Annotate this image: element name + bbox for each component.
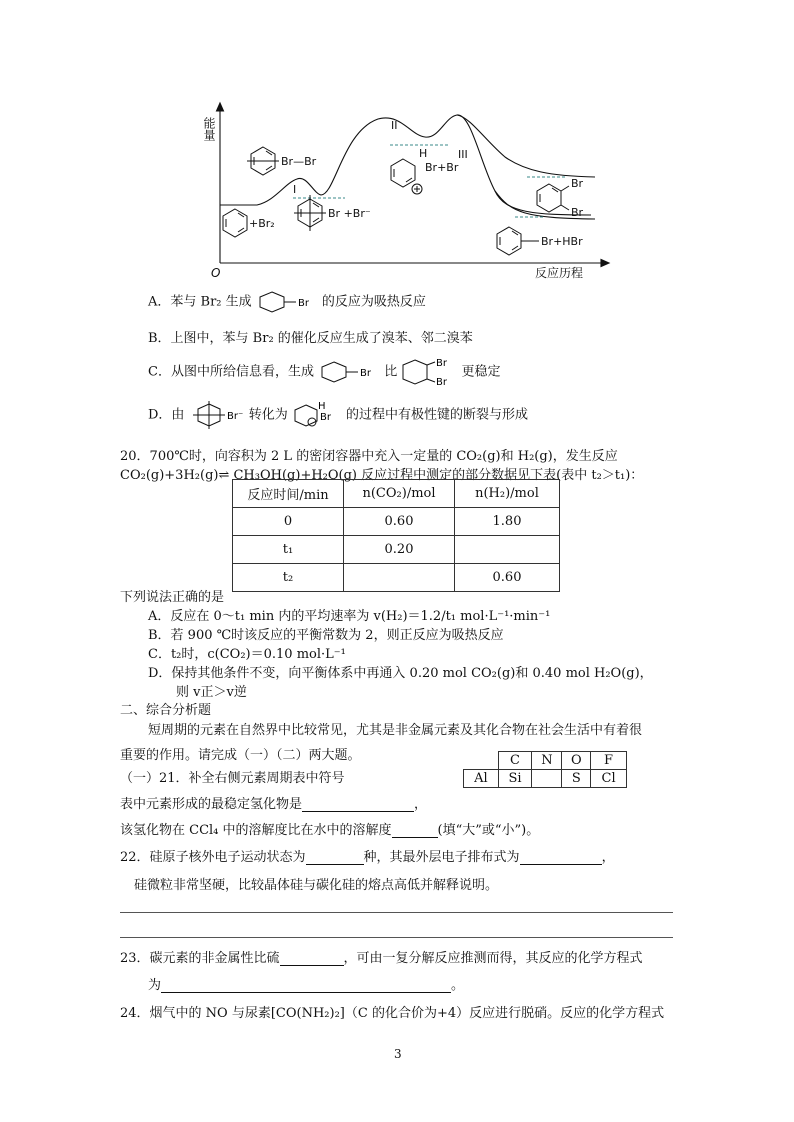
ptable-cell (532, 770, 562, 788)
q23-line-1: 23．碳元素的非金属性比硫 ，可由一复分解反应推测而得，其反应的化学方程式 (120, 951, 643, 966)
table-cell: 0.60 (455, 564, 560, 592)
benzene-reactant-icon (223, 209, 247, 237)
bromobenzene-icon (318, 360, 380, 384)
ptable-cell: Cl (591, 770, 627, 788)
q20-stem-2: CO₂(g)+3H₂(g)⇌ CH₃OH(g)+H₂O(g) 反应过程中测定的部分数据见下表(表中 t₂＞t₁)： (120, 468, 644, 483)
table-cell (455, 536, 560, 564)
answer-line[interactable] (120, 937, 673, 938)
answer-blank[interactable] (302, 796, 414, 812)
table-header-row (233, 480, 560, 508)
q23-line-2: 为 。 (148, 978, 465, 993)
table-row (233, 564, 560, 592)
benzene-ion-pair-icon (294, 195, 326, 231)
q21-line-1: （一）21．补全右侧元素周期表中符号 (120, 771, 345, 786)
ion-pair-label: Br +Br⁻ (328, 207, 371, 220)
q20-option-d-1: D．保持其他条件不变，向平衡体系中再通入 0.20 mol CO₂(g)和 0.40 mol H₂O(g)， (148, 666, 653, 681)
table-cell: t₂ (233, 564, 344, 592)
table-row (233, 536, 560, 564)
table-cell (344, 564, 455, 592)
svg-text:Br⁻: Br⁻ (226, 411, 243, 422)
reactants-label: +Br₂ (249, 217, 275, 230)
ion-pair-icon (189, 401, 245, 429)
product-br-bottom: Br (571, 206, 584, 219)
mark-III: III (458, 148, 468, 161)
sigma-complex-small-icon (292, 400, 342, 430)
answer-blank[interactable] (280, 950, 344, 966)
origin-label: O (211, 266, 221, 280)
answer-blank[interactable] (392, 822, 438, 838)
answer-blank[interactable] (520, 849, 602, 865)
product-sub-label: Br+HBr (541, 235, 583, 248)
ptable-cell: F (591, 752, 627, 770)
ptable-cell: Al (464, 770, 499, 788)
sigma-h-label: H (419, 147, 428, 160)
y-axis-label: 能量 (202, 117, 216, 141)
q21-line-3: 该氢化物在 CCl₄ 中的溶解度比在水中的溶解度 (填“大”或“小”)。 (120, 823, 540, 838)
q19-option-d: D．由 Br⁻ 转化为 H Br 的过程中有极性键的断裂与形成 (148, 400, 528, 430)
section-title: 二、综合分析题 (120, 703, 212, 718)
q20-option-b: B．若 900 ℃时该反应的平衡常数为 2，则正反应为吸热反应 (148, 628, 504, 643)
q21-line-2: 表中元素形成的最稳定氢化物是 ， (120, 797, 428, 812)
addition-product-icon (537, 184, 569, 212)
table-cell: 0 (233, 508, 344, 536)
q24-line-1: 24．烟气中的 NO 与尿素[CO(NH₂)₂]（C 的化合价为+4）反应进行脱硝。反应的化学方程式 (120, 1006, 665, 1021)
table-cell: t₁ (233, 536, 344, 564)
q20-option-a: A．反应在 0～t₁ min 内的平均速率为 v(H₂)＝1.2/t₁ mol·L⁻¹·min⁻¹ (148, 609, 551, 624)
ptable-row (464, 752, 627, 770)
section-intro-2: 重要的作用。请完成（一）（二）两大题。 (120, 748, 361, 763)
ptable-cell: O (562, 752, 591, 770)
dibromo-icon (401, 357, 457, 387)
q22-line-2: 硅微粒非常坚硬，比较晶体硅与碳化硅的熔点高低并解释说明。 (134, 878, 499, 893)
page-number: 3 (394, 1047, 402, 1061)
bromobenzene-icon (256, 290, 318, 314)
answer-line[interactable] (120, 912, 673, 913)
ptable-row (464, 770, 627, 788)
bromobenzene-product-icon (497, 227, 539, 255)
q19-option-c: C．从图中所给信息看，生成 Br 比 Br Br 更稳定 (148, 358, 501, 387)
q20-question: 下列说法正确的是 (120, 590, 225, 605)
table-header-cell: n(H₂)/mol (455, 480, 560, 508)
ptable-cell: N (532, 752, 562, 770)
sigma-br-label: Br+Br (425, 161, 459, 174)
q20-stem-1: 20．700℃时，向容积为 2 L 的密闭容器中充入一定量的 CO₂(g)和 H₂(g)，发生反应 (120, 449, 618, 464)
benzene-complex-icon (247, 147, 279, 175)
y-axis-arrow (217, 103, 224, 111)
svg-text:Br: Br (436, 377, 448, 387)
q19-option-a: A．苯与 Br₂ 生成 Br 的反应为吸热反应 (148, 290, 426, 314)
table-cell: 0.60 (344, 508, 455, 536)
answer-blank[interactable] (161, 977, 451, 993)
svg-text:Br: Br (360, 368, 372, 379)
ptable-cell: Si (498, 770, 532, 788)
q22-line-1: 22．硅原子核外电子运动状态为 种，其最外层电子排布式为 ， (120, 850, 615, 865)
mark-I: I (293, 183, 297, 196)
ptable-cell: C (498, 752, 532, 770)
svg-text:H: H (317, 401, 326, 412)
x-axis-arrow (601, 260, 609, 267)
pathway-substitution (220, 115, 595, 219)
ptable-cell: S (562, 770, 591, 788)
svg-text:Br: Br (319, 412, 331, 423)
q20-option-d-2: 则 v正＞v逆 (176, 685, 247, 700)
q20-option-c: C．t₂时，c(CO₂)＝0.10 mol·L⁻¹ (148, 647, 346, 662)
table-header-cell: 反应时间/min (233, 480, 344, 508)
table-cell: 1.80 (455, 508, 560, 536)
table-cell: 0.20 (344, 536, 455, 564)
ptable-cell (464, 752, 499, 770)
svg-text:Br: Br (436, 358, 448, 369)
table-header-cell: n(CO₂)/mol (344, 480, 455, 508)
section-intro-1: 短周期的元素在自然界中比较常见，尤其是非金属元素及其化合物在社会生活中有着很 (148, 723, 643, 738)
q20-table (232, 479, 560, 592)
product-br-top: Br (571, 177, 584, 190)
x-axis-label: 反应历程 (535, 266, 584, 280)
energy-diagram (195, 95, 615, 280)
sigma-complex-icon (391, 159, 422, 194)
q19-option-b: B．上图中，苯与 Br₂ 的催化反应生成了溴苯、邻二溴苯 (148, 331, 473, 346)
svg-text:Br: Br (297, 298, 309, 309)
complex-label: Br—Br (281, 155, 317, 168)
table-row (233, 508, 560, 536)
periodic-table-fragment (463, 751, 627, 788)
mark-II: II (391, 119, 398, 132)
answer-blank[interactable] (306, 849, 364, 865)
